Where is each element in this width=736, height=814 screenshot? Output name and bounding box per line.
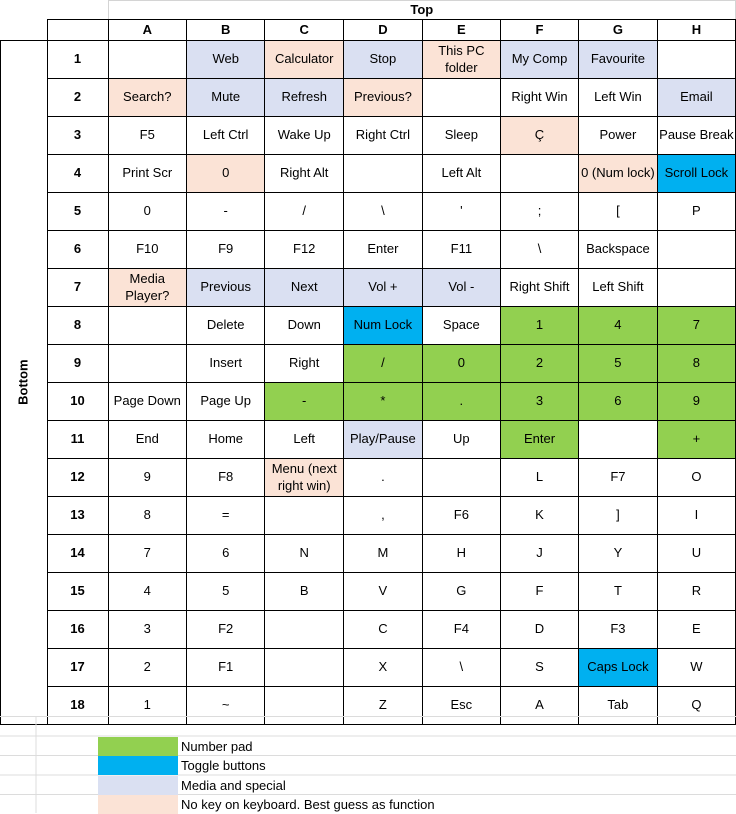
legend-label: Media and special — [181, 777, 286, 793]
key-cell: Esc — [422, 687, 500, 725]
key-cell: Insert — [186, 345, 264, 383]
column-header-e: E — [422, 20, 500, 41]
key-cell: P — [657, 193, 735, 231]
key-cell: F8 — [186, 459, 264, 497]
table-row — [1, 269, 736, 307]
key-cell: Print Scr — [108, 155, 186, 193]
key-cell: Home — [186, 421, 264, 459]
key-cell: F7 — [579, 459, 658, 497]
key-cell: 6 — [579, 383, 658, 421]
legend-item — [98, 737, 253, 756]
key-cell: B — [265, 573, 344, 611]
key-cell: F10 — [108, 231, 186, 269]
key-cell: J — [500, 535, 578, 573]
legend-swatch — [98, 795, 178, 814]
row-header: 17 — [47, 649, 108, 687]
row-header: 8 — [47, 307, 108, 345]
key-cell: 8 — [108, 497, 186, 535]
key-cell: F4 — [422, 611, 500, 649]
key-cell: - — [186, 193, 264, 231]
table-row — [1, 497, 736, 535]
column-header-row — [1, 20, 736, 41]
key-cell: Ç — [500, 117, 578, 155]
key-cell — [108, 41, 186, 79]
key-cell: Left Ctrl — [186, 117, 264, 155]
legend-swatch — [98, 737, 178, 756]
key-cell: Left Win — [579, 79, 658, 117]
key-cell: N — [265, 535, 344, 573]
key-cell: Stop — [344, 41, 423, 79]
key-cell: My Comp — [500, 41, 578, 79]
column-header-a: A — [108, 20, 186, 41]
key-cell: F11 — [422, 231, 500, 269]
key-cell: Next — [265, 269, 344, 307]
table-row — [1, 383, 736, 421]
table-row — [1, 193, 736, 231]
key-cell: S — [500, 649, 578, 687]
row-header: 5 — [47, 193, 108, 231]
key-cell: \ — [422, 649, 500, 687]
row-header: 3 — [47, 117, 108, 155]
key-cell: Left Alt — [422, 155, 500, 193]
key-cell: 3 — [500, 383, 578, 421]
top-label: Top — [108, 1, 735, 20]
key-cell: H — [422, 535, 500, 573]
corner-cell — [1, 1, 109, 20]
row-header: 6 — [47, 231, 108, 269]
table-row — [1, 117, 736, 155]
column-header-d: D — [344, 20, 423, 41]
key-cell: Z — [344, 687, 423, 725]
key-cell: 4 — [579, 307, 658, 345]
key-cell: Favourite — [579, 41, 658, 79]
key-cell: Num Lock — [344, 307, 423, 345]
row-header: 7 — [47, 269, 108, 307]
bottom-label-text: Bottom — [15, 359, 31, 406]
table-row — [1, 345, 736, 383]
key-matrix-body — [1, 41, 736, 725]
key-cell: Backspace — [579, 231, 658, 269]
key-cell: Enter — [344, 231, 423, 269]
key-cell: Right Alt — [265, 155, 344, 193]
key-cell: 5 — [186, 573, 264, 611]
key-cell: Left — [265, 421, 344, 459]
key-cell: F6 — [422, 497, 500, 535]
key-cell: 9 — [108, 459, 186, 497]
key-cell: R — [657, 573, 735, 611]
key-cell: This PC folder — [422, 41, 500, 79]
key-cell: M — [344, 535, 423, 573]
key-cell — [265, 611, 344, 649]
key-cell: Sleep — [422, 117, 500, 155]
key-cell: Vol - — [422, 269, 500, 307]
key-cell: Previous? — [344, 79, 423, 117]
key-cell: F2 — [186, 611, 264, 649]
key-cell — [657, 231, 735, 269]
key-cell — [265, 497, 344, 535]
key-cell: ; — [500, 193, 578, 231]
key-cell: Vol + — [344, 269, 423, 307]
key-cell: 0 — [186, 155, 264, 193]
key-cell: . — [422, 383, 500, 421]
key-cell — [422, 459, 500, 497]
key-cell: 8 — [657, 345, 735, 383]
row-header: 4 — [47, 155, 108, 193]
key-cell: 0 (Num lock) — [579, 155, 658, 193]
table-row — [1, 307, 736, 345]
key-cell: 5 — [579, 345, 658, 383]
table-row — [1, 41, 736, 79]
key-cell: G — [422, 573, 500, 611]
key-cell: Right Shift — [500, 269, 578, 307]
column-header-b: B — [186, 20, 264, 41]
key-cell — [657, 269, 735, 307]
key-cell: F — [500, 573, 578, 611]
key-cell — [579, 421, 658, 459]
row-header: 2 — [47, 79, 108, 117]
key-cell — [344, 155, 423, 193]
key-cell: Right — [265, 345, 344, 383]
key-cell: 0 — [108, 193, 186, 231]
key-cell: ] — [579, 497, 658, 535]
row-header: 1 — [47, 41, 108, 79]
row-header: 15 — [47, 573, 108, 611]
key-cell: Down — [265, 307, 344, 345]
legend-item — [98, 776, 286, 795]
key-cell: E — [657, 611, 735, 649]
key-cell: C — [344, 611, 423, 649]
legend-swatch — [98, 776, 178, 795]
row-header: 12 — [47, 459, 108, 497]
key-cell: * — [344, 383, 423, 421]
key-cell: Y — [579, 535, 658, 573]
key-cell: 9 — [657, 383, 735, 421]
key-cell: 1 — [108, 687, 186, 725]
row-header: 13 — [47, 497, 108, 535]
key-cell: / — [344, 345, 423, 383]
table-row — [1, 79, 736, 117]
table-row — [1, 155, 736, 193]
key-cell: Power — [579, 117, 658, 155]
key-cell: Space — [422, 307, 500, 345]
key-cell: 6 — [186, 535, 264, 573]
key-cell: 3 — [108, 611, 186, 649]
key-cell: Left Shift — [579, 269, 658, 307]
key-cell: T — [579, 573, 658, 611]
key-cell: Play/Pause — [344, 421, 423, 459]
key-cell: O — [657, 459, 735, 497]
key-cell: Mute — [186, 79, 264, 117]
key-cell: \ — [344, 193, 423, 231]
key-cell: / — [265, 193, 344, 231]
legend-label: Toggle buttons — [181, 758, 266, 773]
key-cell: D — [500, 611, 578, 649]
row-header: 10 — [47, 383, 108, 421]
key-cell: V — [344, 573, 423, 611]
key-cell: Scroll Lock — [657, 155, 735, 193]
corner-cell — [1, 20, 48, 41]
key-cell: End — [108, 421, 186, 459]
table-row — [1, 649, 736, 687]
row-header: 16 — [47, 611, 108, 649]
column-header-g: G — [579, 20, 658, 41]
row-header: 9 — [47, 345, 108, 383]
key-cell: Media Player? — [108, 269, 186, 307]
column-header-h: H — [657, 20, 735, 41]
key-cell: 7 — [108, 535, 186, 573]
key-cell: 7 — [657, 307, 735, 345]
column-header-c: C — [265, 20, 344, 41]
table-row — [1, 421, 736, 459]
key-cell: 2 — [108, 649, 186, 687]
key-cell: , — [344, 497, 423, 535]
key-cell: Email — [657, 79, 735, 117]
row-header: 14 — [47, 535, 108, 573]
key-cell: ~ — [186, 687, 264, 725]
key-cell: F12 — [265, 231, 344, 269]
key-cell: 0 — [422, 345, 500, 383]
row-header: 18 — [47, 687, 108, 725]
key-cell: - — [265, 383, 344, 421]
table-row — [1, 611, 736, 649]
key-cell: 1 — [500, 307, 578, 345]
key-cell: Calculator — [265, 41, 344, 79]
key-cell: Q — [657, 687, 735, 725]
key-cell: Enter — [500, 421, 578, 459]
corner-header-cell — [47, 20, 108, 41]
key-cell — [500, 155, 578, 193]
key-cell: Wake Up — [265, 117, 344, 155]
table-row — [1, 573, 736, 611]
legend-item — [98, 756, 266, 775]
key-cell: Up — [422, 421, 500, 459]
key-cell — [422, 79, 500, 117]
key-cell: U — [657, 535, 735, 573]
key-cell: Caps Lock — [579, 649, 658, 687]
key-cell: [ — [579, 193, 658, 231]
key-cell: F5 — [108, 117, 186, 155]
column-header-f: F — [500, 20, 578, 41]
key-cell: Right Ctrl — [344, 117, 423, 155]
key-cell: W — [657, 649, 735, 687]
key-cell: Web — [186, 41, 264, 79]
key-cell: Previous — [186, 269, 264, 307]
legend-item — [98, 795, 435, 814]
key-cell: Menu (next right win) — [265, 459, 344, 497]
row-header: 11 — [47, 421, 108, 459]
legend-label: No key on keyboard. Best guess as function — [181, 797, 435, 812]
key-cell: + — [657, 421, 735, 459]
key-cell: 2 — [500, 345, 578, 383]
key-cell: X — [344, 649, 423, 687]
table-row — [1, 231, 736, 269]
key-cell: I — [657, 497, 735, 535]
key-cell — [265, 649, 344, 687]
key-cell: Search? — [108, 79, 186, 117]
table-row — [1, 535, 736, 573]
key-cell: \ — [500, 231, 578, 269]
legend — [0, 716, 736, 813]
key-cell — [108, 345, 186, 383]
bottom-label — [1, 41, 48, 725]
key-cell: Pause Break — [657, 117, 735, 155]
key-cell: K — [500, 497, 578, 535]
key-cell: Right Win — [500, 79, 578, 117]
key-cell: = — [186, 497, 264, 535]
key-cell: . — [344, 459, 423, 497]
key-cell: ' — [422, 193, 500, 231]
key-cell: Refresh — [265, 79, 344, 117]
key-cell: Delete — [186, 307, 264, 345]
table-row — [1, 459, 736, 497]
legend-label: Number pad — [181, 738, 253, 754]
key-cell — [108, 307, 186, 345]
key-cell: 4 — [108, 573, 186, 611]
legend-swatch — [98, 756, 178, 775]
key-cell: F9 — [186, 231, 264, 269]
key-cell — [657, 41, 735, 79]
key-cell: Tab — [579, 687, 658, 725]
key-cell: F1 — [186, 649, 264, 687]
key-cell: A — [500, 687, 578, 725]
key-cell: Page Up — [186, 383, 264, 421]
key-cell: L — [500, 459, 578, 497]
key-cell: F3 — [579, 611, 658, 649]
key-cell: Page Down — [108, 383, 186, 421]
